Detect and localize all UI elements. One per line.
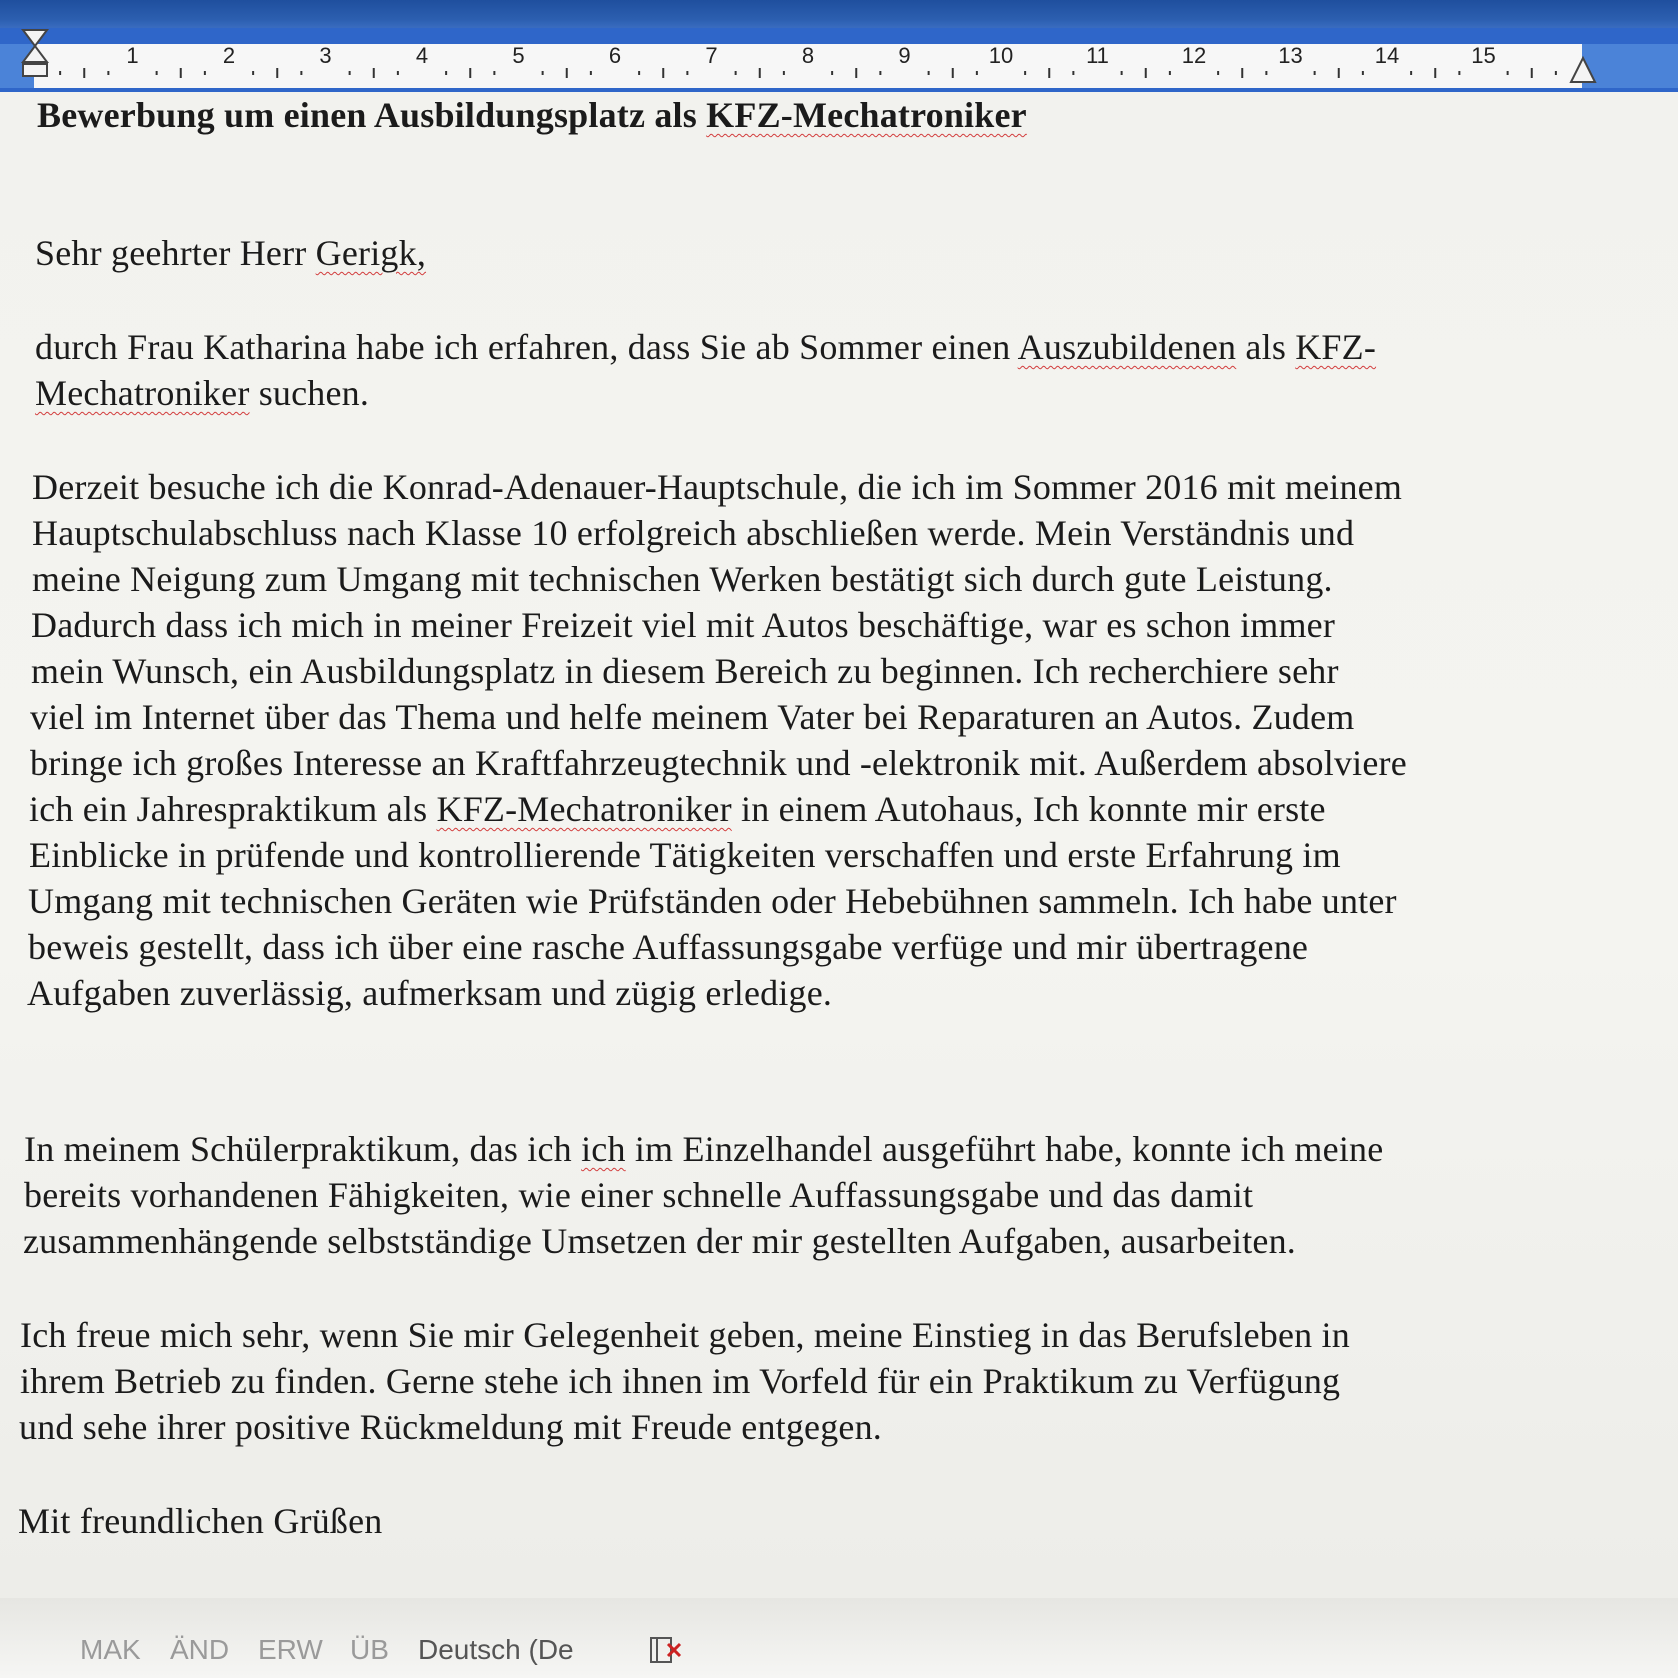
paragraph-1-line-8: ich ein Jahrespraktikum als KFZ-Mechatroniker in einem Autohaus, Ich konnte mir erste xyxy=(29,789,1326,829)
paragraph-1-line-12: Aufgaben zuverlässig, aufmerksam und zügig erledige. xyxy=(27,973,833,1013)
ruler-number: 11 xyxy=(1086,43,1109,68)
ruler-number: 13 xyxy=(1278,43,1303,68)
letter-subject: Bewerbung um einen Ausbildungsplatz als KFZ-Mechatroniker xyxy=(37,95,1027,135)
paragraph-1-line-3: meine Neigung zum Umgang mit technischen Werken bestätigt sich durch gute Leistung. xyxy=(32,559,1333,599)
intro-line-1: durch Frau Katharina habe ich erfahren, dass Sie ab Sommer einen Auszubildenen als KFZ- xyxy=(35,327,1377,367)
paragraph-1-line-5: mein Wunsch, ein Ausbildungsplatz in diesem Bereich zu beginnen. Ich recherchiere sehr xyxy=(31,651,1339,691)
ruler-number: 8 xyxy=(801,43,815,68)
closing: Mit freundlichen Grüßen xyxy=(18,1501,383,1541)
ruler-number: 14 xyxy=(1374,43,1400,68)
ruler-number: 4 xyxy=(415,43,429,68)
paragraph-1-line-2: Hauptschulabschluss nach Klasse 10 erfolgreich abschließen werde. Mein Verständnis und xyxy=(32,513,1355,553)
ruler-number: 12 xyxy=(1181,43,1207,68)
spelling-flag: KFZ- xyxy=(1295,327,1377,367)
spelling-flag: Gerigk, xyxy=(315,233,427,273)
ruler-number: 3 xyxy=(319,43,332,68)
paragraph-1-line-6: viel im Internet über das Thema und helfe meinem Vater bei Reparaturen an Autos. Zudem xyxy=(30,697,1355,737)
right-indent-marker-icon[interactable] xyxy=(1568,48,1598,88)
paragraph-3-line-2: ihrem Betrieb zu finden. Gerne stehe ich ihnen im Vorfeld für ein Praktikum zu Verfügung xyxy=(20,1361,1341,1401)
status-mak[interactable]: MAK xyxy=(80,1634,141,1665)
status-erw[interactable]: ERW xyxy=(258,1634,323,1665)
status-aend[interactable]: ÄND xyxy=(170,1634,230,1665)
paragraph-1-line-4: Dadurch dass ich mich in meiner Freizeit viel mit Autos beschäftige, war es schon immer xyxy=(31,605,1336,645)
paragraph-1-line-11: beweis gestellt, dass ich über eine rasche Auffassungsgabe verfüge und mir übertragene xyxy=(28,927,1309,967)
spellcheck-book-icon[interactable] xyxy=(648,1632,682,1673)
spelling-flag: KFZ-Mechatroniker xyxy=(436,789,732,829)
paragraph-3-line-3: und sehe ihrer positive Rückmeldung mit Freude entgegen. xyxy=(19,1407,883,1447)
spelling-flag: Auszubildenen xyxy=(1017,327,1237,367)
toolbar-edge xyxy=(0,0,1678,28)
ruler-number: 2 xyxy=(222,43,236,68)
left-indent-marker-icon[interactable] xyxy=(20,28,50,92)
ruler-number: 5 xyxy=(512,43,525,68)
paragraph-2-line-3: zusammenhängende selbstständige Umsetzen der mir gestellten Aufgaben, ausarbeiten. xyxy=(23,1221,1296,1261)
status-language[interactable]: Deutsch (De xyxy=(418,1634,574,1665)
status-ueb[interactable]: ÜB xyxy=(350,1634,389,1665)
intro-line-2: Mechatroniker suchen. xyxy=(35,373,370,413)
ruler-number: 15 xyxy=(1471,43,1496,68)
status-bar xyxy=(0,1598,1678,1678)
paragraph-1-line-7: bringe ich großes Interesse an Kraftfahrzeugtechnik und -elektronik mit. Außerdem absolviere xyxy=(30,743,1407,783)
paragraph-1-line-9: Einblicke in prüfende und kontrollierende Tätigkeiten verschaffen und erste Erfahrung im xyxy=(29,835,1341,875)
spelling-flag: Mechatroniker xyxy=(35,373,250,413)
paragraph-3-line-1: Ich freue mich sehr, wenn Sie mir Gelegenheit geben, meine Einstieg in das Berufsleben in xyxy=(20,1315,1350,1355)
salutation: Sehr geehrter Herr Gerigk, xyxy=(35,233,427,273)
ruler-number: 1 xyxy=(126,43,139,68)
horizontal-ruler[interactable] xyxy=(0,28,1678,92)
document-page[interactable] xyxy=(0,92,1678,1592)
paragraph-1-line-1: Derzeit besuche ich die Konrad-Adenauer-Hauptschule, die ich im Sommer 2016 mit meinem xyxy=(32,467,1403,507)
spelling-flag: KFZ-Mechatroniker xyxy=(706,95,1027,135)
paragraph-1-line-10: Umgang mit technischen Geräten wie Prüfständen oder Hebebühnen sammeln. Ich habe unter xyxy=(28,881,1397,921)
ruler-number: 6 xyxy=(608,43,622,68)
ruler-number: 7 xyxy=(705,43,718,68)
spelling-flag: ich xyxy=(581,1129,626,1169)
ruler-number: 10 xyxy=(988,43,1014,68)
paragraph-2-line-1: In meinem Schülerpraktikum, das ich ich im Einzelhandel ausgeführt habe, konnte ich meine xyxy=(24,1129,1384,1169)
paragraph-2-line-2: bereits vorhandenen Fähigkeiten, wie einer schnelle Auffassungsgabe und das damit xyxy=(24,1175,1254,1215)
ruler-number: 9 xyxy=(898,43,911,68)
ruler-ticks xyxy=(0,28,1678,92)
